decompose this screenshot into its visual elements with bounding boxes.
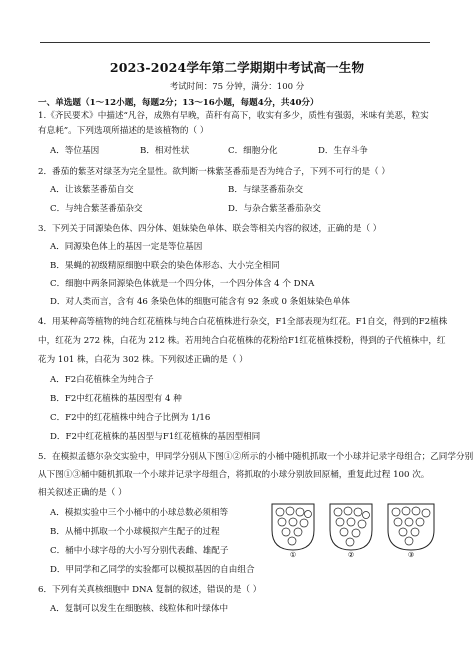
q4-option-a: A．F2白花植株全为纯合子 xyxy=(50,375,154,385)
q5-option-b: B．从桶中抓取一个小球模拟产生配子的过程 xyxy=(50,527,220,537)
q2-option-d: D．与杂合紫茎番茄杂交 xyxy=(228,204,321,214)
q1-option-d: D．生存斗争 xyxy=(318,146,368,156)
q1-stem-line2: 有息耗”。下列选项所描述的是该植物的（ ） xyxy=(38,126,209,136)
q3-option-c: C．细胞中两条同源染色体就是一个四分体，一个四分体含 4 个 DNA xyxy=(50,279,315,289)
q4-stem-line2: 中，红花为 272 株，白花为 212 株。若用纯合白花植株的花粉给F1红花植株授粉，得到的子代植株中，红 xyxy=(38,336,446,346)
q6-stem: 6．下列有关真核细胞中 DNA 复制的叙述，错误的是（ ） xyxy=(38,585,262,595)
q5-stem-line2: 从下图①③桶中随机抓取一个小球并记录字母组合，将抓取的小球分别放回原桶，重复此过程 100 次。 xyxy=(38,470,430,480)
q5-stem-line3: 相关叙述正确的是（ ） xyxy=(38,488,127,498)
q4-stem-line3: 花为 101 株，白花为 302 株。下列叙述正确的是（ ） xyxy=(38,355,248,365)
bucket-3 xyxy=(388,504,434,550)
q2-option-a: A．让该紫茎番茄自交 xyxy=(50,185,134,195)
bucket-1-label: ① xyxy=(289,551,297,558)
section-heading: 一、单选题（1～12小题，每题2分；13～16小题，每题4分，共40分） xyxy=(38,98,319,108)
q3-stem: 3．下列关于同源染色体、四分体、姐妹染色单体、联会等相关内容的叙述，正确的是（ ） xyxy=(38,224,382,234)
bucket-3-label: ③ xyxy=(407,551,415,558)
q5-stem-line1: 5．在模拟孟德尔杂交实验中，甲同学分别从下图①②所示的小桶中随机抓取一个小球并记录字母组合；乙同学分别 xyxy=(38,452,474,462)
q4-option-c: C．F2中的红花植株中纯合子比例为 1/16 xyxy=(50,413,211,423)
bucket-1 xyxy=(272,504,314,550)
bucket-figure xyxy=(268,500,438,558)
q5-option-c: C．桶中小球字母的大小写分别代表雌、雄配子 xyxy=(50,546,229,556)
q4-option-b: B．F2中红花植株的基因型有 4 种 xyxy=(50,394,182,404)
q1-option-b: B．相对性状 xyxy=(140,146,190,156)
exam-subtitle: 考试时间：75 分钟，满分：100 分 xyxy=(169,82,305,92)
exam-title: 2023-2024学年第二学期期中考试高一生物 xyxy=(109,60,365,75)
q2-option-b: B．与绿茎番茄杂交 xyxy=(228,185,304,195)
q4-stem-line1: 4．用某种高等植物的纯合红花植株与纯合白花植株进行杂交，F1全部表现为红花。F1自交，得到的F2植株 xyxy=(38,317,448,327)
q1-option-a: A．等位基因 xyxy=(50,146,100,156)
q5-option-d: D．甲同学和乙同学的实验都可以模拟基因的自由组合 xyxy=(50,565,255,575)
q5-option-a: A．模拟实验中三个小桶中的小球总数必须相等 xyxy=(50,508,229,518)
q2-option-c: C．与纯合紫茎番茄杂交 xyxy=(50,204,143,214)
q1-option-c: C．细胞分化 xyxy=(228,146,278,156)
q3-option-b: B．果蝇的初级精原细胞中联会的染色体形态、大小完全相同 xyxy=(50,261,280,271)
q6-option-a: A．复制可以发生在细胞核、线粒体和叶绿体中 xyxy=(50,604,229,614)
header-rule xyxy=(40,42,430,43)
q3-option-a: A．同源染色体上的基因一定是等位基因 xyxy=(50,242,203,252)
bucket-2 xyxy=(330,504,372,550)
q2-stem: 2．番茄的紫茎对绿茎为完全显性。欲判断一株紫茎番茄是否为纯合子，下列不可行的是（ ） xyxy=(38,167,390,177)
q4-option-d: D．F2中红花植株的基因型与F1红花植株的基因型相同 xyxy=(50,432,261,442)
q3-option-d: D．对人类而言，含有 46 条染色体的细胞可能含有 92 条或 0 条姐妹染色单体 xyxy=(50,297,350,307)
bucket-2-label: ② xyxy=(347,551,355,558)
q1-stem-line1: 1.《齐民要术》中描述“凡谷，成熟有早晚，苗秆有高下，收实有多少，质性有强弱，米味有美恶，粒实 xyxy=(38,111,429,121)
